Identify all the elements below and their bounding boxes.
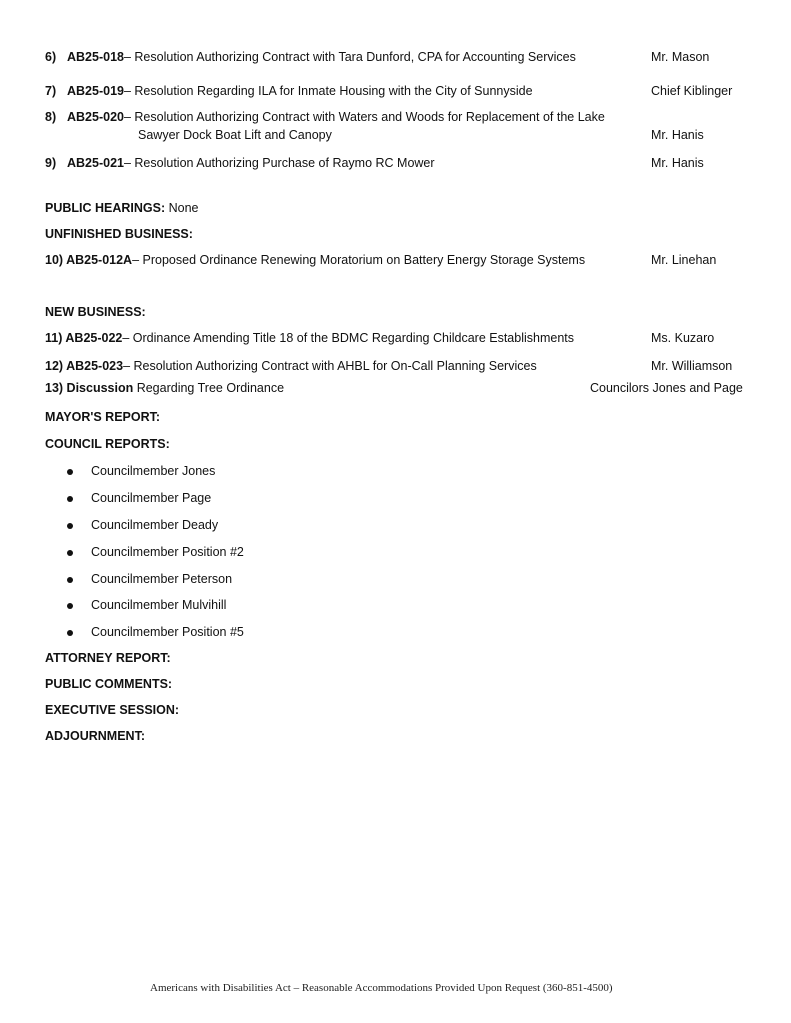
council-member-item: Councilmember Peterson	[91, 572, 233, 586]
item-13-presenter: Councilors Jones and Page	[590, 381, 743, 395]
unfinished-business-heading: UNFINISHED BUSINESS:	[45, 227, 193, 241]
item-10-code: 10) AB25-012A	[45, 253, 133, 267]
public-hearings-label: PUBLIC HEARINGS:	[45, 201, 166, 215]
item-12-code: 12) AB25-023	[45, 359, 124, 373]
bullet-icon	[67, 496, 73, 502]
item-7-code: AB25-019	[67, 84, 124, 98]
executive-session-heading: EXECUTIVE SESSION:	[45, 703, 180, 717]
council-member-item: Councilmember Jones	[91, 464, 216, 478]
public-hearings-value: None	[165, 201, 199, 215]
council-member-item: Councilmember Page	[91, 491, 212, 505]
council-member-item: Councilmember Position #5	[91, 625, 244, 639]
item-13-code: 13) Discussion	[45, 381, 134, 395]
item-9-number: 9)	[45, 156, 57, 170]
council-member-item: Councilmember Mulvihill	[91, 598, 227, 612]
item-7-number: 7)	[45, 84, 57, 98]
item-10-text: – Proposed Ordinance Renewing Moratorium on Battery Energy Storage Systems	[132, 253, 586, 267]
item-8-presenter: Mr. Hanis	[651, 128, 704, 142]
item-7-text: – Resolution Regarding ILA for Inmate Housing with the City of Sunnyside	[123, 84, 533, 98]
bullet-icon	[67, 550, 73, 556]
bullet-icon	[67, 630, 73, 636]
bullet-icon	[67, 603, 73, 609]
item-6-number: 6)	[45, 50, 57, 64]
mayors-report-heading: MAYOR'S REPORT:	[45, 410, 161, 424]
agenda-item-13	[45, 381, 284, 395]
item-9-presenter: Mr. Hanis	[651, 156, 704, 170]
item-12-text: – Resolution Authorizing Contract with AHBL for On-Call Planning Services	[123, 359, 537, 373]
agenda-item-8	[67, 110, 605, 124]
item-11-text: – Ordinance Amending Title 18 of the BDMC Regarding Childcare Establishments	[122, 331, 574, 345]
agenda-item-7	[67, 84, 533, 98]
item-12-presenter: Mr. Williamson	[651, 359, 733, 373]
ada-footer: Americans with Disabilities Act – Reasonable Accommodations Provided Upon Request (360-851-4500)	[150, 982, 613, 994]
adjournment-heading: ADJOURNMENT:	[45, 729, 145, 743]
agenda-item-10	[45, 253, 585, 267]
item-6-code: AB25-018	[67, 50, 124, 64]
item-8-text: – Resolution Authorizing Contract with Waters and Woods for Replacement of the Lake	[123, 110, 605, 124]
attorney-report-heading: ATTORNEY REPORT:	[45, 651, 171, 665]
item-8-number: 8)	[45, 110, 57, 124]
agenda-item-12	[45, 359, 537, 373]
item-11-code: 11) AB25-022	[45, 331, 123, 345]
new-business-heading: NEW BUSINESS:	[45, 305, 146, 319]
bullet-icon	[67, 469, 73, 475]
public-hearings	[45, 201, 199, 215]
agenda-item-11	[45, 331, 574, 345]
council-reports-heading: COUNCIL REPORTS:	[45, 437, 170, 451]
item-6-text: – Resolution Authorizing Contract with Tara Dunford, CPA for Accounting Services	[123, 50, 576, 64]
council-member-item: Councilmember Position #2	[91, 545, 244, 559]
item-9-text: – Resolution Authorizing Purchase of Raymo RC Mower	[123, 156, 435, 170]
item-13-text: Regarding Tree Ordinance	[133, 381, 285, 395]
item-11-presenter: Ms. Kuzaro	[651, 331, 715, 345]
item-9-code: AB25-021	[67, 156, 124, 170]
item-6-presenter: Mr. Mason	[651, 50, 710, 64]
agenda-item-9	[67, 156, 435, 170]
public-comments-heading: PUBLIC COMMENTS:	[45, 677, 173, 691]
council-member-item: Councilmember Deady	[91, 518, 219, 532]
item-8-text-continued: Sawyer Dock Boat Lift and Canopy	[138, 128, 332, 142]
bullet-icon	[67, 577, 73, 583]
item-10-presenter: Mr. Linehan	[651, 253, 717, 267]
item-8-code: AB25-020	[67, 110, 124, 124]
bullet-icon	[67, 523, 73, 529]
agenda-item-6	[67, 50, 576, 64]
item-7-presenter: Chief Kiblinger	[651, 84, 733, 98]
